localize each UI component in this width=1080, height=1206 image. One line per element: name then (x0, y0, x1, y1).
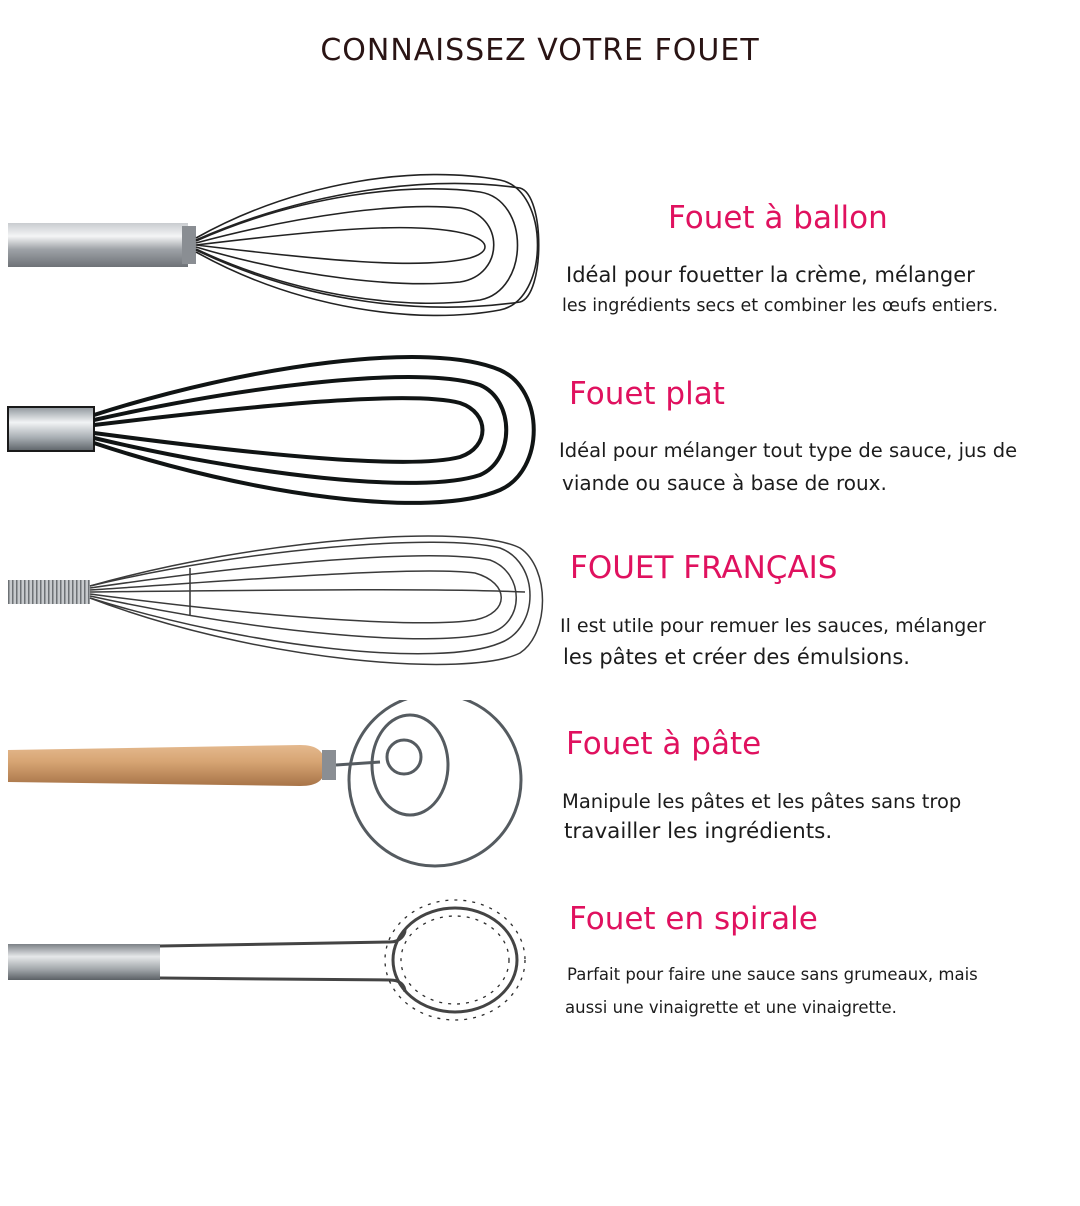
page-title: CONNAISSEZ VOTRE FOUET (320, 33, 760, 68)
whisk-name: Fouet à pâte (566, 726, 762, 762)
whisk-description-line: Idéal pour mélanger tout type de sauce, jus de (559, 439, 1018, 462)
whisk-description-line: Il est utile pour remuer les sauces, mélanger (560, 615, 986, 637)
whisk-name: FOUET FRANÇAIS (570, 550, 838, 586)
whisk-name: Fouet à ballon (668, 200, 888, 236)
dough-whisk-icon (0, 700, 560, 870)
french-whisk-icon (0, 528, 560, 688)
whisk-description-line: Parfait pour faire une sauce sans grumeaux, mais (567, 965, 978, 984)
balloon-whisk-icon (0, 160, 560, 330)
whisk-name: Fouet en spirale (569, 901, 818, 937)
whisk-description-line: viande ou sauce à base de roux. (562, 471, 887, 495)
whisk-description-line: Manipule les pâtes et les pâtes sans trop (562, 790, 962, 813)
whisk-description-line: aussi une vinaigrette et une vinaigrette. (565, 998, 897, 1017)
whisk-name: Fouet plat (569, 376, 725, 412)
whisk-description-line: travailler les ingrédients. (564, 819, 833, 844)
whisk-description-line: les ingrédients secs et combiner les œufs entiers. (562, 296, 999, 316)
whisk-description-line: Idéal pour fouetter la crème, mélanger (566, 263, 975, 287)
whisk-description-line: les pâtes et créer des émulsions. (563, 645, 910, 669)
spiral-whisk-icon (0, 880, 560, 1050)
flat-whisk-icon (0, 345, 560, 515)
